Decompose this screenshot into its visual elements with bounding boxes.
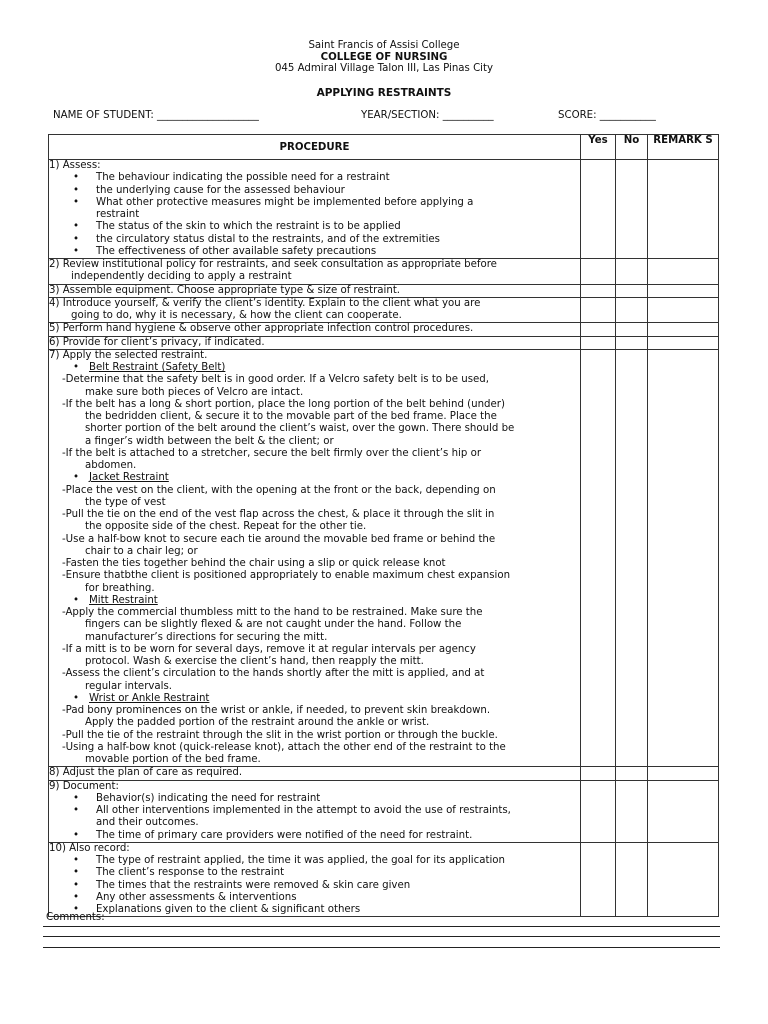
list-item-continuation: restraint [96,209,140,220]
list-item-continuation: shorter portion of the belt around the client’s waist, over the gown. There should be [85,423,515,435]
remarks-cell[interactable] [648,160,719,259]
list-item: -If the belt has a long & short portion, place the long portion of the belt behind (under) [62,398,505,410]
step-10-cell [49,842,581,917]
list-item: • the circulatory status distal to the restraints, and of the extremities [49,234,580,246]
step-6-cell [49,336,581,349]
list-item: • Behavior(s) indicating the need for restraint [49,793,580,805]
list-item-continuation: fingers can be slightly flexed & are not caught under the hand. Follow the [85,619,462,631]
mitt-restraint-heading: • Mitt Restraint [73,594,158,606]
step-7-cell [49,349,581,767]
list-item: • The type of restraint applied, the time it was applied, the goal for its application [49,855,580,867]
school-name: Saint Francis of Assisi College [308,40,460,51]
table-row [49,767,719,780]
list-item-continuation: and their outcomes. [96,817,199,829]
step-3-cell [49,284,581,297]
yes-checkbox-cell[interactable] [581,284,616,297]
table-row [49,323,719,336]
list-item: -Pull the tie of the restraint through the slit in the wrist portion or through the buckle. [62,729,498,741]
step-1-cell [49,160,581,259]
yes-checkbox-cell[interactable] [581,780,616,842]
step-5-text: 5) Perform hand hygiene & observe other appropriate infection control procedures. [49,323,474,335]
step-10-title: 10) Also record: [49,842,130,854]
comment-line[interactable] [43,936,720,937]
remarks-cell[interactable] [648,323,719,336]
student-name-field[interactable]: NAME OF STUDENT: ____________________ [53,110,259,121]
list-item: -Apply the commercial thumbless mitt to the hand to be restrained. Make sure the [62,607,483,618]
jacket-restraint-heading: • Jacket Restraint [73,472,169,484]
step-2-cell [49,259,581,285]
college-name: COLLEGE OF NURSING [320,51,448,63]
year-section-field[interactable]: YEAR/SECTION: __________ [361,110,494,121]
comments-label: Comments: [46,912,105,923]
list-item-continuation: manufacturer’s directions for securing the mitt. [85,631,328,643]
yes-checkbox-cell[interactable] [581,323,616,336]
no-checkbox-cell[interactable] [616,842,648,917]
step-8-text: 8) Adjust the plan of care as required. [49,767,243,779]
step-4-cell [49,297,581,323]
step-2-text: 2) Review institutional policy for restraints, and seek consultation as appropriate before [49,259,497,270]
list-item: -Determine that the safety belt is in good order. If a Velcro safety belt is to be used, [62,374,490,386]
remarks-cell[interactable] [648,297,719,323]
list-item: -Pad bony prominences on the wrist or ankle, if needed, to prevent skin breakdown. [62,705,491,716]
list-item: -If the belt is attached to a stretcher, secure the belt firmly over the client’s hip or [62,447,482,459]
student-info-line [53,110,733,124]
table-row [49,842,719,917]
list-item: -Fasten the ties together behind the chair using a slip or quick release knot [62,558,446,569]
table-row [49,259,719,285]
table-row [49,284,719,297]
list-item-continuation: the opposite side of the chest. Repeat for the other tie. [85,521,367,533]
list-item-continuation: regular intervals. [85,680,173,692]
school-address: 045 Admiral Village Talon III, Las Pinas City [274,63,494,75]
list-item-continuation: a finger’s width between the belt & the client; or [85,435,334,447]
remarks-cell[interactable] [648,780,719,842]
yes-header: Yes [581,135,616,160]
comment-line[interactable] [43,926,720,927]
remarks-cell[interactable] [648,284,719,297]
step-6-text: 6) Provide for client’s privacy, if indicated. [49,336,265,348]
list-item-continuation: chair to a chair leg; or [85,545,198,557]
step-4-text-cont: going to do, why it is necessary, & how the client can cooperate. [71,310,402,321]
remarks-cell[interactable] [648,259,719,285]
table-header-row [49,135,719,160]
table-row [49,780,719,842]
step-4-text: 4) Introduce yourself, & verify the client’s identity. Explain to the client what you are [49,297,481,309]
no-checkbox-cell[interactable] [616,259,648,285]
remarks-cell[interactable] [648,349,719,767]
wrist-ankle-restraint-heading: • Wrist or Ankle Restraint [73,692,210,704]
no-checkbox-cell[interactable] [616,160,648,259]
score-field[interactable]: SCORE: ___________ [558,110,656,121]
table-row [49,336,719,349]
step-9-cell [49,780,581,842]
list-item-continuation: protocol. Wash & exercise the client’s hand, then reapply the mitt. [85,656,424,667]
no-checkbox-cell[interactable] [616,323,648,336]
list-item-continuation: the bedridden client, & secure it to the movable part of the bed frame. Place the [85,411,497,422]
step-7-title: 7) Apply the selected restraint. [49,349,208,361]
step-3-text: 3) Assemble equipment. Choose appropriate type & size of restraint. [49,284,401,296]
step-2-text-cont: independently deciding to apply a restraint [71,271,292,283]
list-item: • The behaviour indicating the possible need for a restraint [49,172,580,184]
list-item: -Pull the tie on the end of the vest flap across the chest, & place it through the slit in [62,509,495,520]
no-checkbox-cell[interactable] [616,780,648,842]
list-item-continuation: make sure both pieces of Velcro are intact. [85,386,304,398]
list-item: • The effectiveness of other available safety precautions [49,246,580,258]
list-item: -Using a half-bow knot (quick-release knot), attach the other end of the restraint to the [62,741,506,753]
remarks-cell[interactable] [648,767,719,780]
list-item: -Use a half-bow knot to secure each tie around the movable bed frame or behind the [62,533,496,545]
step-8-cell [49,767,581,780]
list-item: • The times that the restraints were removed & skin care given [49,880,580,892]
procedure-header: PROCEDURE [49,135,581,160]
step-1-title: 1) Assess: [49,160,101,171]
no-checkbox-cell[interactable] [616,297,648,323]
step-5-cell [49,323,581,336]
yes-checkbox-cell[interactable] [581,842,616,917]
yes-checkbox-cell[interactable] [581,297,616,323]
remarks-cell[interactable] [648,842,719,917]
table-row [49,349,719,767]
no-checkbox-cell[interactable] [616,336,648,349]
list-item: • The time of primary care providers were notified of the need for restraint. [49,830,580,842]
list-item: • All other interventions implemented in the attempt to avoid the use of restraints, [49,805,580,817]
list-item: -Ensure thatbthe client is positioned appropriately to enable maximum chest expansion [62,570,511,582]
list-item-continuation: movable portion of the bed frame. [85,754,261,765]
list-item: -Assess the client’s circulation to the hands shortly after the mitt is applied, and at [62,668,485,680]
yes-checkbox-cell[interactable] [581,767,616,780]
table-row [49,160,719,259]
list-item: • The client’s response to the restraint [49,867,580,879]
procedure-checklist-table [48,134,719,917]
step-9-title: 9) Document: [49,780,119,792]
list-item: • Any other assessments & interventions [49,892,580,904]
yes-checkbox-cell[interactable] [581,259,616,285]
list-item-continuation: the type of vest [85,496,166,508]
document-title: APPLYING RESTRAINTS [316,87,452,99]
list-item: • Explanations given to the client & significant others [49,904,580,916]
no-checkbox-cell[interactable] [616,767,648,780]
yes-checkbox-cell[interactable] [581,349,616,767]
no-header: No [616,135,648,160]
list-item: • The status of the skin to which the restraint is to be applied [49,221,580,233]
remarks-header: REMARK S [648,135,719,160]
list-item-continuation: abdomen. [85,460,137,471]
list-item: • What other protective measures might be implemented before applying a [49,197,580,209]
yes-checkbox-cell[interactable] [581,336,616,349]
table-row [49,297,719,323]
belt-restraint-heading: • Belt Restraint (Safety Belt) [73,362,226,373]
list-item-continuation: for breathing. [85,582,155,594]
list-item-continuation: Apply the padded portion of the restraint around the ankle or wrist. [85,717,430,729]
no-checkbox-cell[interactable] [616,349,648,767]
list-item: -Place the vest on the client, with the opening at the front or the back, depending on [62,484,496,496]
comment-line[interactable] [43,947,720,948]
document-header [0,40,768,75]
remarks-cell[interactable] [648,336,719,349]
no-checkbox-cell[interactable] [616,284,648,297]
list-item: -If a mitt is to be worn for several days, remove it at regular intervals per agency [62,643,476,655]
yes-checkbox-cell[interactable] [581,160,616,259]
list-item: • the underlying cause for the assessed behaviour [49,185,580,197]
